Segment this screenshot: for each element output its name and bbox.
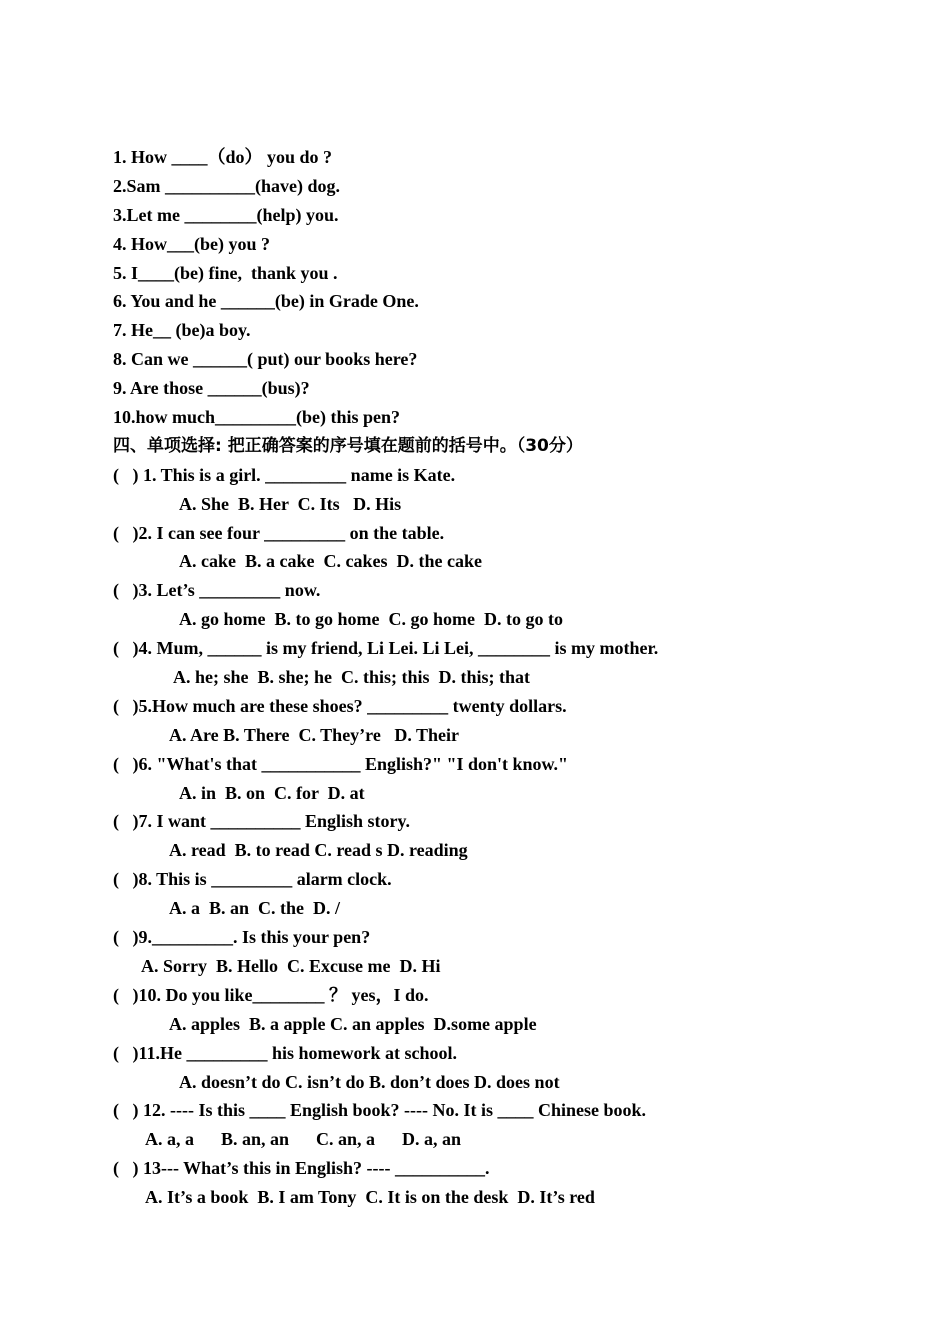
choice-question-1: ( ) 1. This is a girl. _________ name is Kate. [113,464,456,485]
fill-in-item-5: 5. I____(be) fine, thank you . [113,262,338,283]
choice-options-1: A. She B. Her C. Its D. His [179,493,402,514]
choice-options-4: A. he; she B. she; he C. this; this D. this; that [173,667,531,688]
choice-question-5: ( )5.How much are these shoes? _________ twenty dollars. [113,695,567,716]
fill-in-item-6: 6. You and he ______(be) in Grade One. [113,291,419,312]
choice-question-12: ( ) 12. ---- Is this ____ English book? ---- No. It is ____ Chinese book. [113,1100,647,1121]
choice-options-2: A. cake B. a cake C. cakes D. the cake [179,551,482,572]
choice-question-11: ( )11.He _________ his homework at school. [113,1042,457,1063]
choice-question-7: ( )7. I want __________ English story. [113,811,411,832]
choice-question-10: ( )10. Do you like________ ？ yes，I do. [113,984,429,1005]
choice-question-3: ( )3. Let’s _________ now. [113,580,321,601]
fill-in-item-4: 4. How___(be) you ? [113,233,270,254]
choice-question-9: ( )9._________. Is this your pen? [113,927,371,948]
fill-in-item-9: 9. Are those ______(bus)? [113,378,310,399]
choice-question-4: ( )4. Mum, ______ is my friend, Li Lei. Li Lei, ________ is my mother. [113,638,659,659]
fill-in-item-7: 7. He__ (be)a boy. [113,320,251,341]
choice-options-6: A. in B. on C. for D. at [179,782,365,803]
fill-in-item-8: 8. Can we ______( put) our books here? [113,349,418,370]
choice-options-11: A. doesn’t do C. isn’t do B. don’t does D. does not [179,1071,560,1092]
fill-in-item-10: 10.how much_________(be) this pen? [113,407,401,428]
choice-options-8: A. a B. an C. the D. / [169,898,341,919]
choice-options-3: A. go home B. to go home C. go home D. to go to [179,609,563,630]
worksheet-lines [113,143,913,1212]
choice-options-10: A. apples B. a apple C. an apples D.some apple [169,1013,537,1034]
choice-question-8: ( )8. This is _________ alarm clock. [113,869,392,890]
choice-options-12: A. a, a B. an, an C. an, a D. a, an [145,1129,462,1150]
section-title: 四、单项选择: 把正确答案的序号填在题前的括号中。（30分） [113,435,583,456]
choice-options-5: A. Are B. There C. They’re D. Their [169,724,459,745]
fill-in-item-3: 3.Let me ________(help) you. [113,204,339,225]
choice-question-2: ( )2. I can see four _________ on the table. [113,522,445,543]
choice-question-6: ( )6. "What's that ___________ English?" "I don't know." [113,753,569,774]
fill-in-item-1: 1. How ____（do） you do ? [113,147,333,167]
choice-options-7: A. read B. to read C. read s D. reading [169,840,468,861]
choice-question-13: ( ) 13--- What’s this in English? ---- __________. [113,1158,490,1179]
choice-options-9: A. Sorry B. Hello C. Excuse me D. Hi [141,955,441,976]
fill-in-item-2: 2.Sam __________(have) dog. [113,175,341,196]
choice-options-13: A. It’s a book B. I am Tony C. It is on the desk D. It’s red [145,1187,595,1208]
